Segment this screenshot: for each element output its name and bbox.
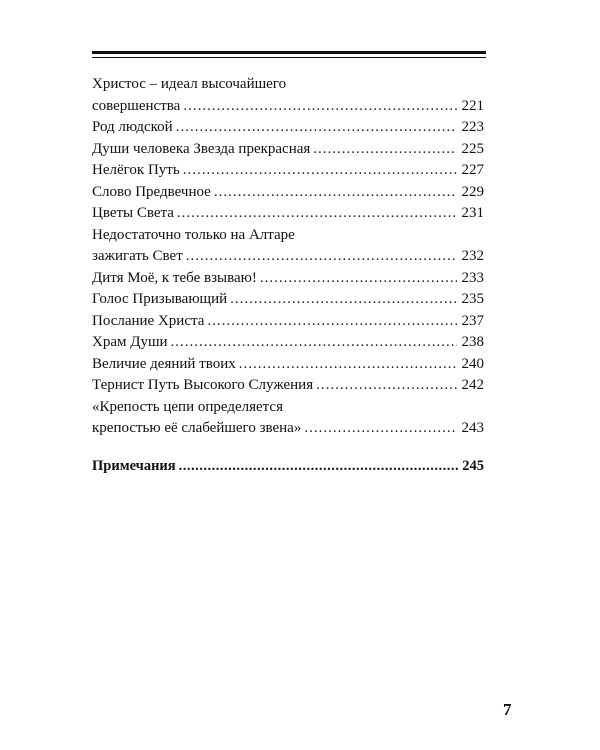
toc-entry-title-part: Христос – идеал высочайшего	[92, 76, 287, 92]
notes-page: 245	[462, 458, 484, 474]
toc-entry-title: Цветы Света	[92, 205, 174, 221]
toc-entry-title: зажигать Свет	[92, 248, 183, 264]
toc-entry	[92, 332, 484, 354]
dot-leader	[260, 268, 457, 290]
dot-leader	[179, 456, 460, 476]
notes-title: Примечания	[92, 458, 176, 474]
toc-entry-title: Род людской	[92, 119, 173, 135]
dot-leader	[313, 139, 457, 161]
toc-entry-title: Слово Предвечное	[92, 183, 211, 200]
toc-entry-title: Нелёгок Путь	[92, 162, 180, 178]
toc-entry	[92, 354, 484, 376]
table-of-contents	[92, 74, 484, 440]
toc-entry-title-part: «Крепость цепи определяется	[92, 398, 283, 415]
toc-entry-page: 238	[461, 334, 484, 350]
toc-entry-page: 221	[461, 97, 484, 114]
toc-entry-page: 242	[461, 377, 484, 393]
toc-entry-line	[92, 397, 484, 419]
dot-leader	[304, 418, 457, 440]
toc-entry	[92, 375, 484, 397]
toc-entry	[92, 117, 484, 139]
dot-leader	[183, 96, 457, 118]
dot-leader	[186, 246, 457, 268]
page-number: 7	[503, 700, 512, 719]
toc-entry-title: Голос Призывающий	[92, 291, 228, 307]
top-rule-thick	[92, 51, 486, 54]
dot-leader	[207, 311, 457, 333]
dot-leader	[230, 289, 457, 311]
toc-entry-page: 229	[461, 183, 484, 200]
toc-entry	[92, 289, 484, 311]
toc-entry-line	[92, 225, 484, 247]
toc-entry-title: Величие деяний твоих	[92, 355, 236, 372]
toc-entry	[92, 246, 484, 268]
toc-entry-page: 235	[461, 291, 484, 307]
toc-entry-page: 232	[461, 248, 484, 264]
toc-entry	[92, 96, 484, 118]
toc-entry-title: крепостью её слабейшего звена»	[92, 420, 302, 436]
toc-entry-title: Дитя Моё, к тебе взываю!	[92, 269, 257, 286]
top-rule-thin	[92, 57, 486, 58]
toc-entry-title: Храм Души	[92, 334, 168, 350]
toc-entry-title: совершенства	[92, 97, 181, 114]
toc-entry-page: 237	[461, 312, 484, 329]
toc-entry	[92, 311, 484, 333]
toc-entry	[92, 418, 484, 440]
toc-entry-page: 233	[461, 269, 484, 286]
toc-entry	[92, 182, 484, 204]
dot-leader	[171, 332, 457, 354]
toc-entry-line	[92, 74, 484, 96]
toc-entry	[92, 139, 484, 161]
dot-leader	[239, 354, 457, 376]
dot-leader	[316, 375, 457, 397]
toc-entry-page: 227	[461, 162, 484, 178]
toc-entry-page: 240	[461, 355, 484, 372]
dot-leader	[176, 117, 457, 139]
toc-entry-page: 231	[461, 205, 484, 221]
toc-entry	[92, 160, 484, 182]
dot-leader	[177, 203, 457, 225]
toc-notes-entry	[92, 456, 484, 476]
toc-entry-title: Тернист Путь Высокого Служения	[92, 377, 314, 393]
toc-entry-page: 223	[461, 119, 484, 135]
toc-entry-page: 243	[461, 420, 484, 436]
toc-entry	[92, 203, 484, 225]
toc-entry-title-part: Недостаточно только на Алтаре	[92, 226, 295, 243]
dot-leader	[183, 160, 457, 182]
toc-entry	[92, 268, 484, 290]
dot-leader	[214, 182, 457, 204]
toc-entry-title: Послание Христа	[92, 312, 205, 329]
toc-entry-title: Души человека Звезда прекрасная	[92, 140, 311, 157]
toc-entry-page: 225	[461, 140, 484, 157]
